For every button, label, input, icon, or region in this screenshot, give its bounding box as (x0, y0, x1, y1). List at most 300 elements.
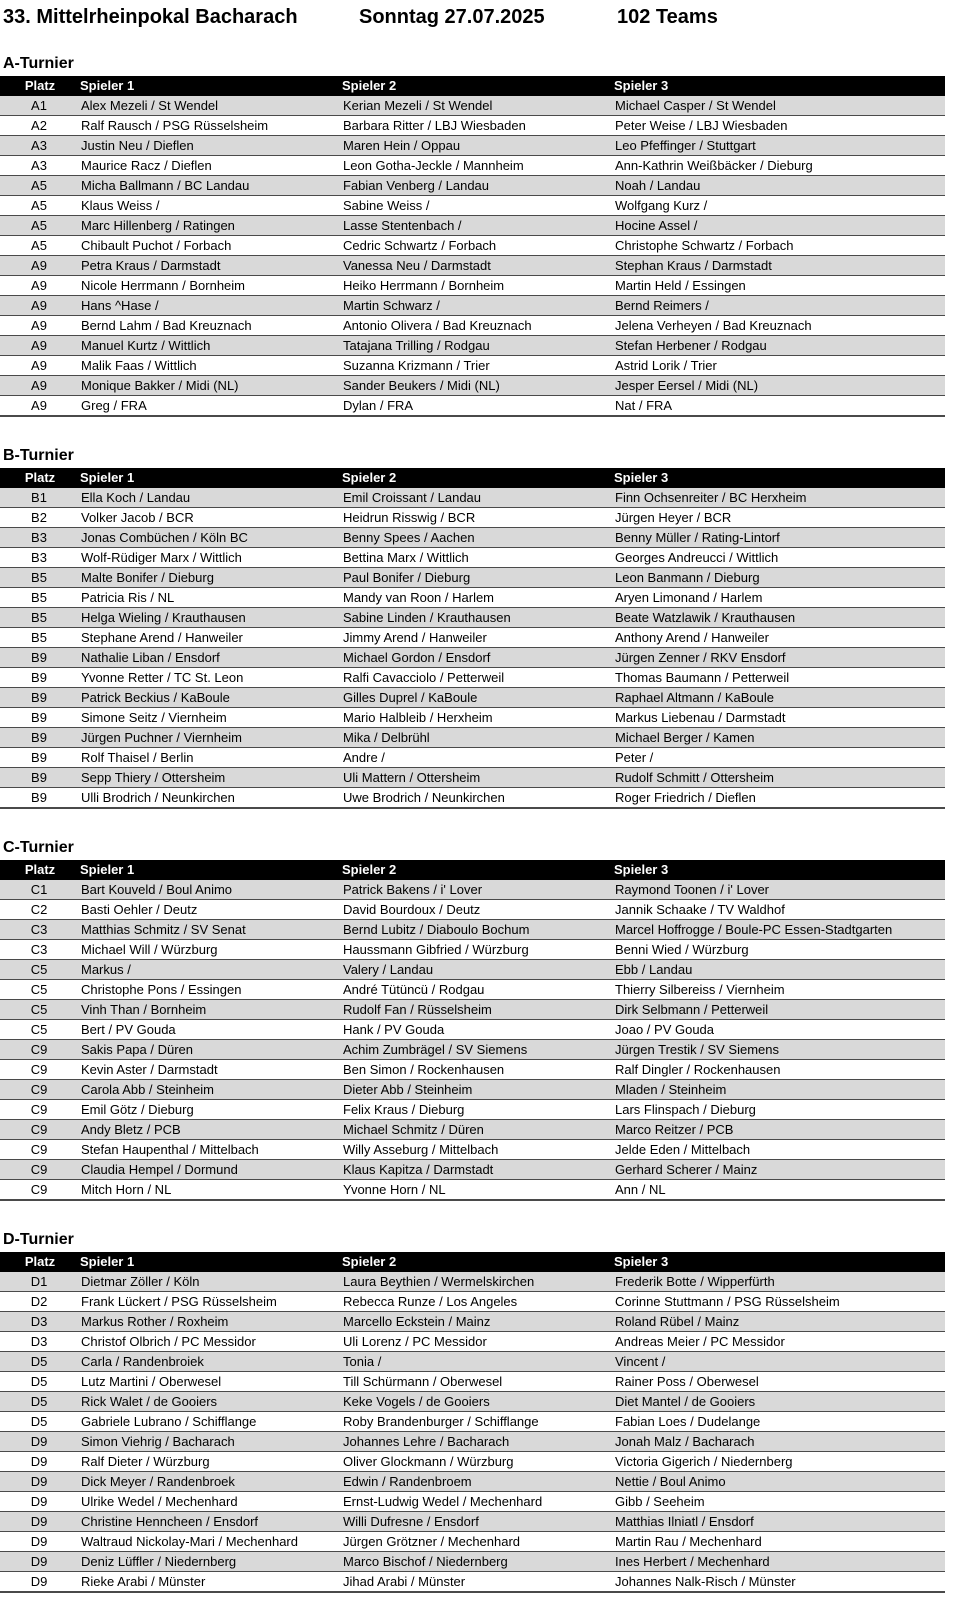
placement-cell: D5 (0, 1412, 78, 1432)
table-row (0, 1332, 945, 1352)
placement-cell: D9 (0, 1532, 78, 1552)
section-title: B-Turnier (3, 447, 74, 464)
player-cell: Monique Bakker / Midi (NL) (78, 376, 340, 396)
column-header-spieler-2: Spieler 2 (340, 860, 612, 880)
column-header-platz: Platz (0, 76, 78, 96)
placement-cell: C9 (0, 1160, 78, 1180)
player-cell: Sepp Thiery / Ottersheim (78, 768, 340, 788)
placement-cell: B5 (0, 608, 78, 628)
player-cell: Jürgen Puchner / Viernheim (78, 728, 340, 748)
player-cell: Deniz Lüffler / Niedernberg (78, 1552, 340, 1572)
table-row (0, 1000, 945, 1020)
player-cell: Chibault Puchot / Forbach (78, 236, 340, 256)
placement-cell: A9 (0, 396, 78, 417)
placement-cell: D3 (0, 1312, 78, 1332)
player-cell: Frederik Botte / Wipperfürth (612, 1272, 945, 1292)
player-cell: Simone Seitz / Viernheim (78, 708, 340, 728)
table-row (0, 768, 945, 788)
player-cell: Dylan / FRA (340, 396, 612, 417)
player-cell: Ralf Dieter / Würzburg (78, 1452, 340, 1472)
player-cell: Jihad Arabi / Münster (340, 1572, 612, 1593)
player-cell: Rick Walet / de Gooiers (78, 1392, 340, 1412)
column-header-spieler-3: Spieler 3 (612, 76, 945, 96)
player-cell: Markus Rother / Roxheim (78, 1312, 340, 1332)
section-title: C-Turnier (3, 839, 74, 856)
player-cell: Jonah Malz / Bacharach (612, 1432, 945, 1452)
table-row (0, 276, 945, 296)
table-row (0, 1272, 945, 1292)
player-cell: Stephane Arend / Hanweiler (78, 628, 340, 648)
player-cell: Ella Koch / Landau (78, 488, 340, 508)
player-cell: Carola Abb / Steinheim (78, 1080, 340, 1100)
placement-cell: D9 (0, 1432, 78, 1452)
player-cell: Vanessa Neu / Darmstadt (340, 256, 612, 276)
placement-cell: B1 (0, 488, 78, 508)
table-row (0, 900, 945, 920)
placement-cell: C2 (0, 900, 78, 920)
table-row (0, 96, 945, 116)
player-cell: Martin Rau / Mechenhard (612, 1532, 945, 1552)
player-cell: Tonia / (340, 1352, 612, 1372)
event-title: 33. Mittelrheinpokal Bacharach (3, 6, 298, 28)
placement-cell: D9 (0, 1552, 78, 1572)
player-cell: Suzanna Krizmann / Trier (340, 356, 612, 376)
placement-cell: C5 (0, 1020, 78, 1040)
table-row (0, 648, 945, 668)
event-date: Sonntag 27.07.2025 (359, 6, 545, 28)
player-cell: Gilles Duprel / KaBoule (340, 688, 612, 708)
player-cell: Oliver Glockmann / Würzburg (340, 1452, 612, 1472)
player-cell: Helga Wieling / Krauthausen (78, 608, 340, 628)
player-cell: Beate Watzlawik / Krauthausen (612, 608, 945, 628)
table-row (0, 688, 945, 708)
player-cell: Benni Wied / Würzburg (612, 940, 945, 960)
table-row (0, 1040, 945, 1060)
player-cell: Fabian Venberg / Landau (340, 176, 612, 196)
player-cell: Jimmy Arend / Hanweiler (340, 628, 612, 648)
player-cell: Justin Neu / Dieflen (78, 136, 340, 156)
player-cell: Anthony Arend / Hanweiler (612, 628, 945, 648)
table-row (0, 1432, 945, 1452)
placement-cell: B2 (0, 508, 78, 528)
player-cell: Dietmar Zöller / Köln (78, 1272, 340, 1292)
table-row (0, 176, 945, 196)
results-table (0, 76, 945, 417)
player-cell: Jonas Combüchen / Köln BC (78, 528, 340, 548)
player-cell: Johannes Lehre / Bacharach (340, 1432, 612, 1452)
player-cell: Emil Götz / Dieburg (78, 1100, 340, 1120)
placement-cell: B9 (0, 748, 78, 768)
player-cell: Gerhard Scherer / Mainz (612, 1160, 945, 1180)
table-row (0, 116, 945, 136)
player-cell: Jesper Eersel / Midi (NL) (612, 376, 945, 396)
placement-cell: A5 (0, 236, 78, 256)
player-cell: Sander Beukers / Midi (NL) (340, 376, 612, 396)
player-cell: Felix Kraus / Dieburg (340, 1100, 612, 1120)
player-cell: Bernd Lubitz / Diaboulo Bochum (340, 920, 612, 940)
player-cell: Till Schürmann / Oberwesel (340, 1372, 612, 1392)
placement-cell: B9 (0, 768, 78, 788)
player-cell: Klaus Weiss / (78, 196, 340, 216)
player-cell: Michael Casper / St Wendel (612, 96, 945, 116)
player-cell: Rolf Thaisel / Berlin (78, 748, 340, 768)
player-cell: Leon Banmann / Dieburg (612, 568, 945, 588)
player-cell: Patrick Beckius / KaBoule (78, 688, 340, 708)
placement-cell: C9 (0, 1140, 78, 1160)
player-cell: Frank Lückert / PSG Rüsselsheim (78, 1292, 340, 1312)
player-cell: Heidrun Risswig / BCR (340, 508, 612, 528)
player-cell: Ann / NL (612, 1180, 945, 1201)
player-cell: Ebb / Landau (612, 960, 945, 980)
column-header-spieler-3: Spieler 3 (612, 1252, 945, 1272)
player-cell: Benny Spees / Aachen (340, 528, 612, 548)
player-cell: Carla / Randenbroiek (78, 1352, 340, 1372)
table-row (0, 920, 945, 940)
player-cell: Stefan Herbener / Rodgau (612, 336, 945, 356)
table-row (0, 1100, 945, 1120)
player-cell: Volker Jacob / BCR (78, 508, 340, 528)
column-header-spieler-2: Spieler 2 (340, 1252, 612, 1272)
player-cell: Mika / Delbrühl (340, 728, 612, 748)
results-table (0, 468, 945, 809)
player-cell: Georges Andreucci / Wittlich (612, 548, 945, 568)
player-cell: Manuel Kurtz / Wittlich (78, 336, 340, 356)
player-cell: Andy Bletz / PCB (78, 1120, 340, 1140)
player-cell: Barbara Ritter / LBJ Wiesbaden (340, 116, 612, 136)
player-cell: Marco Bischof / Niedernberg (340, 1552, 612, 1572)
placement-cell: A9 (0, 376, 78, 396)
player-cell: Andre / (340, 748, 612, 768)
placement-cell: A9 (0, 296, 78, 316)
player-cell: Christophe Schwartz / Forbach (612, 236, 945, 256)
placement-cell: A9 (0, 336, 78, 356)
placement-cell: B3 (0, 528, 78, 548)
placement-cell: A2 (0, 116, 78, 136)
placement-cell: C9 (0, 1040, 78, 1060)
player-cell: Emil Croissant / Landau (340, 488, 612, 508)
column-header-spieler-2: Spieler 2 (340, 76, 612, 96)
player-cell: Marcel Hoffrogge / Boule-PC Essen-Stadtgarten (612, 920, 945, 940)
player-cell: Aryen Limonand / Harlem (612, 588, 945, 608)
table-row (0, 236, 945, 256)
placement-cell: B5 (0, 568, 78, 588)
section-b-turnier (0, 446, 978, 809)
player-cell: Jannik Schaake / TV Waldhof (612, 900, 945, 920)
player-cell: Martin Held / Essingen (612, 276, 945, 296)
player-cell: Maren Hein / Oppau (340, 136, 612, 156)
player-cell: Ralfi Cavacciolo / Petterweil (340, 668, 612, 688)
column-header-spieler-1: Spieler 1 (78, 76, 340, 96)
player-cell: Jelena Verheyen / Bad Kreuznach (612, 316, 945, 336)
column-header-spieler-3: Spieler 3 (612, 468, 945, 488)
player-cell: Noah / Landau (612, 176, 945, 196)
table-row (0, 748, 945, 768)
table-row (0, 728, 945, 748)
table-header-row (0, 1252, 945, 1272)
player-cell: Marcello Eckstein / Mainz (340, 1312, 612, 1332)
player-cell: Valery / Landau (340, 960, 612, 980)
placement-cell: A9 (0, 356, 78, 376)
placement-cell: D5 (0, 1392, 78, 1412)
player-cell: Raymond Toonen / i' Lover (612, 880, 945, 900)
table-row (0, 608, 945, 628)
player-cell: Rainer Poss / Oberwesel (612, 1372, 945, 1392)
section-c-turnier (0, 838, 978, 1201)
player-cell: Astrid Lorik / Trier (612, 356, 945, 376)
table-row (0, 880, 945, 900)
placement-cell: D9 (0, 1572, 78, 1593)
player-cell: Marc Hillenberg / Ratingen (78, 216, 340, 236)
placement-cell: D9 (0, 1512, 78, 1532)
player-cell: Ann-Kathrin Weißbäcker / Dieburg (612, 156, 945, 176)
player-cell: Ben Simon / Rockenhausen (340, 1060, 612, 1080)
placement-cell: B9 (0, 708, 78, 728)
player-cell: André Tütüncü / Rodgau (340, 980, 612, 1000)
player-cell: David Bourdoux / Deutz (340, 900, 612, 920)
player-cell: Gabriele Lubrano / Schifflange (78, 1412, 340, 1432)
page-header (0, 0, 978, 36)
player-cell: Sabine Linden / Krauthausen (340, 608, 612, 628)
table-row (0, 336, 945, 356)
player-cell: Rudolf Schmitt / Ottersheim (612, 768, 945, 788)
player-cell: Bernd Reimers / (612, 296, 945, 316)
player-cell: Christof Olbrich / PC Messidor (78, 1332, 340, 1352)
player-cell: Laura Beythien / Wermelskirchen (340, 1272, 612, 1292)
table-header-row (0, 76, 945, 96)
table-row (0, 396, 945, 417)
placement-cell: D1 (0, 1272, 78, 1292)
player-cell: Andreas Meier / PC Messidor (612, 1332, 945, 1352)
player-cell: Wolfgang Kurz / (612, 196, 945, 216)
player-cell: Matthias Ilniatl / Ensdorf (612, 1512, 945, 1532)
results-table (0, 1252, 945, 1593)
table-row (0, 1312, 945, 1332)
player-cell: Sabine Weiss / (340, 196, 612, 216)
player-cell: Uli Mattern / Ottersheim (340, 768, 612, 788)
player-cell: Roger Friedrich / Dieflen (612, 788, 945, 809)
player-cell: Sakis Papa / Düren (78, 1040, 340, 1060)
placement-cell: D9 (0, 1472, 78, 1492)
table-row (0, 1552, 945, 1572)
player-cell: Klaus Kapitza / Darmstadt (340, 1160, 612, 1180)
player-cell: Corinne Stuttmann / PSG Rüsselsheim (612, 1292, 945, 1312)
table-row (0, 548, 945, 568)
player-cell: Mladen / Steinheim (612, 1080, 945, 1100)
player-cell: Uwe Brodrich / Neunkirchen (340, 788, 612, 809)
player-cell: Lars Flinspach / Dieburg (612, 1100, 945, 1120)
placement-cell: B5 (0, 628, 78, 648)
section-a-turnier (0, 54, 978, 417)
player-cell: Stefan Haupenthal / Mittelbach (78, 1140, 340, 1160)
player-cell: Simon Viehrig / Bacharach (78, 1432, 340, 1452)
player-cell: Nicole Herrmann / Bornheim (78, 276, 340, 296)
table-row (0, 1512, 945, 1532)
placement-cell: A9 (0, 256, 78, 276)
table-row (0, 708, 945, 728)
table-row (0, 940, 945, 960)
player-cell: Michael Will / Würzburg (78, 940, 340, 960)
placement-cell: D9 (0, 1452, 78, 1472)
placement-cell: D2 (0, 1292, 78, 1312)
placement-cell: B9 (0, 788, 78, 809)
player-cell: Ines Herbert / Mechenhard (612, 1552, 945, 1572)
placement-cell: B9 (0, 728, 78, 748)
column-header-platz: Platz (0, 860, 78, 880)
placement-cell: C1 (0, 880, 78, 900)
player-cell: Rieke Arabi / Münster (78, 1572, 340, 1593)
column-header-spieler-2: Spieler 2 (340, 468, 612, 488)
placement-cell: C9 (0, 1080, 78, 1100)
placement-cell: C9 (0, 1100, 78, 1120)
player-cell: Matthias Schmitz / SV Senat (78, 920, 340, 940)
player-cell: Ralf Rausch / PSG Rüsselsheim (78, 116, 340, 136)
player-cell: Paul Bonifer / Dieburg (340, 568, 612, 588)
player-cell: Nettie / Boul Animo (612, 1472, 945, 1492)
table-row (0, 1392, 945, 1412)
player-cell: Cedric Schwartz / Forbach (340, 236, 612, 256)
table-row (0, 1292, 945, 1312)
player-cell: Martin Schwarz / (340, 296, 612, 316)
player-cell: Rebecca Runze / Los Angeles (340, 1292, 612, 1312)
player-cell: Malik Faas / Wittlich (78, 356, 340, 376)
player-cell: Stephan Kraus / Darmstadt (612, 256, 945, 276)
placement-cell: A3 (0, 156, 78, 176)
player-cell: Tatajana Trilling / Rodgau (340, 336, 612, 356)
player-cell: Greg / FRA (78, 396, 340, 417)
column-header-platz: Platz (0, 468, 78, 488)
player-cell: Gibb / Seeheim (612, 1492, 945, 1512)
player-cell: Yvonne Retter / TC St. Leon (78, 668, 340, 688)
placement-cell: D9 (0, 1492, 78, 1512)
player-cell: Markus / (78, 960, 340, 980)
player-cell: Fabian Loes / Dudelange (612, 1412, 945, 1432)
placement-cell: C9 (0, 1180, 78, 1201)
player-cell: Uli Lorenz / PC Messidor (340, 1332, 612, 1352)
table-row (0, 256, 945, 276)
player-cell: Christine Henncheen / Ensdorf (78, 1512, 340, 1532)
placement-cell: B5 (0, 588, 78, 608)
player-cell: Ulrike Wedel / Mechenhard (78, 1492, 340, 1512)
player-cell: Michael Schmitz / Düren (340, 1120, 612, 1140)
table-row (0, 1180, 945, 1201)
placement-cell: B3 (0, 548, 78, 568)
table-row (0, 788, 945, 809)
table-row (0, 1160, 945, 1180)
player-cell: Kerian Mezeli / St Wendel (340, 96, 612, 116)
player-cell: Peter / (612, 748, 945, 768)
table-row (0, 136, 945, 156)
table-row (0, 1372, 945, 1392)
player-cell: Petra Kraus / Darmstadt (78, 256, 340, 276)
placement-cell: A9 (0, 276, 78, 296)
team-count: 102 Teams (617, 6, 718, 28)
player-cell: Mandy van Roon / Harlem (340, 588, 612, 608)
placement-cell: B9 (0, 688, 78, 708)
placement-cell: C5 (0, 980, 78, 1000)
player-cell: Raphael Altmann / KaBoule (612, 688, 945, 708)
player-cell: Marco Reitzer / PCB (612, 1120, 945, 1140)
placement-cell: A1 (0, 96, 78, 116)
table-row (0, 1120, 945, 1140)
player-cell: Bert / PV Gouda (78, 1020, 340, 1040)
player-cell: Bettina Marx / Wittlich (340, 548, 612, 568)
player-cell: Basti Oehler / Deutz (78, 900, 340, 920)
table-row (0, 1020, 945, 1040)
player-cell: Alex Mezeli / St Wendel (78, 96, 340, 116)
player-cell: Jürgen Heyer / BCR (612, 508, 945, 528)
player-cell: Jelde Eden / Mittelbach (612, 1140, 945, 1160)
table-row (0, 1060, 945, 1080)
player-cell: Roland Rübel / Mainz (612, 1312, 945, 1332)
table-row (0, 1080, 945, 1100)
player-cell: Christophe Pons / Essingen (78, 980, 340, 1000)
table-row (0, 1352, 945, 1372)
player-cell: Hocine Assel / (612, 216, 945, 236)
player-cell: Kevin Aster / Darmstadt (78, 1060, 340, 1080)
table-row (0, 296, 945, 316)
player-cell: Bernd Lahm / Bad Kreuznach (78, 316, 340, 336)
section-d-turnier (0, 1230, 978, 1593)
column-header-spieler-3: Spieler 3 (612, 860, 945, 880)
player-cell: Keke Vogels / de Gooiers (340, 1392, 612, 1412)
player-cell: Jürgen Grötzner / Mechenhard (340, 1532, 612, 1552)
player-cell: Mitch Horn / NL (78, 1180, 340, 1201)
player-cell: Michael Gordon / Ensdorf (340, 648, 612, 668)
player-cell: Micha Ballmann / BC Landau (78, 176, 340, 196)
table-row (0, 1532, 945, 1552)
player-cell: Antonio Olivera / Bad Kreuznach (340, 316, 612, 336)
player-cell: Willi Dufresne / Ensdorf (340, 1512, 612, 1532)
column-header-platz: Platz (0, 1252, 78, 1272)
table-header-row (0, 860, 945, 880)
placement-cell: D5 (0, 1352, 78, 1372)
placement-cell: C3 (0, 940, 78, 960)
table-row (0, 528, 945, 548)
player-cell: Malte Bonifer / Dieburg (78, 568, 340, 588)
table-row (0, 1492, 945, 1512)
placement-cell: A5 (0, 176, 78, 196)
player-cell: Ernst-Ludwig Wedel / Mechenhard (340, 1492, 612, 1512)
player-cell: Maurice Racz / Dieflen (78, 156, 340, 176)
placement-cell: A9 (0, 316, 78, 336)
table-row (0, 1572, 945, 1593)
table-row (0, 588, 945, 608)
placement-cell: C9 (0, 1120, 78, 1140)
player-cell: Claudia Hempel / Dormund (78, 1160, 340, 1180)
placement-cell: A3 (0, 136, 78, 156)
player-cell: Heiko Herrmann / Bornheim (340, 276, 612, 296)
player-cell: Patricia Ris / NL (78, 588, 340, 608)
player-cell: Willy Asseburg / Mittelbach (340, 1140, 612, 1160)
player-cell: Leon Gotha-Jeckle / Mannheim (340, 156, 612, 176)
player-cell: Ralf Dingler / Rockenhausen (612, 1060, 945, 1080)
player-cell: Johannes Nalk-Risch / Münster (612, 1572, 945, 1593)
player-cell: Lutz Martini / Oberwesel (78, 1372, 340, 1392)
results-table (0, 860, 945, 1201)
player-cell: Markus Liebenau / Darmstadt (612, 708, 945, 728)
player-cell: Hans ^Hase / (78, 296, 340, 316)
table-row (0, 668, 945, 688)
table-row (0, 216, 945, 236)
section-title: D-Turnier (3, 1231, 74, 1248)
player-cell: Roby Brandenburger / Schifflange (340, 1412, 612, 1432)
table-row (0, 628, 945, 648)
table-row (0, 1412, 945, 1432)
player-cell: Dieter Abb / Steinheim (340, 1080, 612, 1100)
player-cell: Bart Kouveld / Boul Animo (78, 880, 340, 900)
section-title: A-Turnier (3, 55, 74, 72)
player-cell: Leo Pfeffinger / Stuttgart (612, 136, 945, 156)
